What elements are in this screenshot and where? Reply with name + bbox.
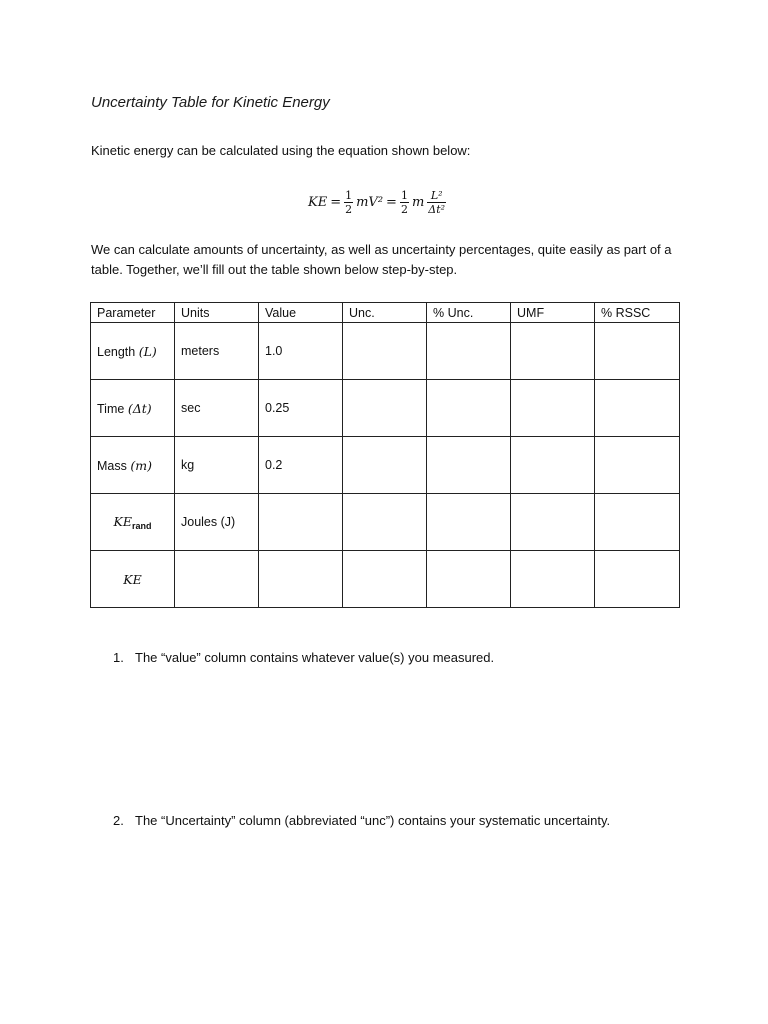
cell-percent-rssc [595, 494, 680, 551]
cell-umf [511, 551, 595, 608]
param-symbol: (L) [138, 343, 157, 359]
cell-units: kg [175, 437, 259, 494]
table-row [91, 437, 680, 494]
eq-fraction-l2-dt2 [427, 189, 446, 216]
eq-lhs: KE [308, 194, 328, 210]
cell-value: 0.2 [259, 437, 343, 494]
table-header-row [91, 303, 680, 323]
param-symbol: (Δt) [127, 400, 152, 416]
param-subscript: rand [131, 520, 152, 531]
param-symbol: KE [123, 571, 142, 587]
eq-term-mv2: mV² [356, 194, 384, 210]
instructions-paragraph: We can calculate amounts of uncertainty, as well as uncertainty percentages, quite easily as part of a table. Together, we’ll fill out the table shown below step-by-step. [91, 242, 672, 277]
param-label: Time [97, 401, 125, 416]
cell-percent-rssc [595, 323, 680, 380]
eq-equals-2: = [386, 194, 397, 210]
cell-units: sec [175, 380, 259, 437]
header-percent-rssc: % RSSC [595, 303, 680, 323]
cell-parameter [91, 380, 175, 437]
cell-units: Joules (J) [175, 494, 259, 551]
cell-parameter [91, 494, 175, 551]
cell-unc [343, 380, 427, 437]
frac-denominator: 2 [400, 202, 408, 216]
list-item [113, 813, 673, 831]
cell-value [259, 551, 343, 608]
cell-umf [511, 437, 595, 494]
eq-fraction-half-2 [400, 189, 409, 216]
cell-value: 0.25 [259, 380, 343, 437]
cell-value [259, 494, 343, 551]
frac-numerator: 1 [400, 188, 408, 202]
header-unc: Unc. [343, 303, 427, 323]
param-label: Length [97, 344, 136, 359]
cell-parameter [91, 551, 175, 608]
header-value: Value [259, 303, 343, 323]
table-row [91, 551, 680, 608]
cell-percent-unc [427, 551, 511, 608]
cell-parameter [91, 323, 175, 380]
frac-denominator: 2 [345, 202, 353, 216]
cell-percent-rssc [595, 380, 680, 437]
frac-numerator: 1 [345, 188, 353, 202]
frac-denominator: Δt² [428, 202, 446, 216]
cell-unc [343, 551, 427, 608]
header-umf: UMF [511, 303, 595, 323]
table-row [91, 494, 680, 551]
table-row [91, 380, 680, 437]
header-percent-unc: % Unc. [427, 303, 511, 323]
page-title: Uncertainty Table for Kinetic Energy [91, 94, 330, 111]
cell-unc [343, 323, 427, 380]
cell-percent-unc [427, 437, 511, 494]
cell-percent-rssc [595, 551, 680, 608]
frac-numerator: L² [430, 188, 443, 202]
cell-umf [511, 494, 595, 551]
list-text: The “value” column contains whatever value(s) you measured. [135, 650, 495, 665]
list-text: The “Uncertainty” column (abbreviated “unc”) contains your systematic uncertainty. [135, 813, 611, 828]
param-label: Mass [97, 458, 127, 473]
cell-percent-unc [427, 380, 511, 437]
cell-parameter [91, 437, 175, 494]
cell-unc [343, 494, 427, 551]
cell-umf [511, 380, 595, 437]
table-row [91, 323, 680, 380]
header-units: Units [175, 303, 259, 323]
cell-umf [511, 323, 595, 380]
param-symbol: (m) [130, 457, 152, 473]
param-symbol: KE [113, 513, 132, 529]
cell-unc [343, 437, 427, 494]
kinetic-energy-equation [308, 182, 478, 222]
eq-equals-1: = [330, 194, 342, 210]
eq-fraction-half-1 [344, 189, 353, 216]
list-item [113, 650, 673, 668]
cell-percent-unc [427, 323, 511, 380]
cell-units [175, 551, 259, 608]
cell-percent-rssc [595, 437, 680, 494]
cell-value: 1.0 [259, 323, 343, 380]
uncertainty-table [90, 302, 680, 608]
cell-percent-unc [427, 494, 511, 551]
intro-text: Kinetic energy can be calculated using the equation shown below: [91, 143, 471, 158]
eq-term-m: m [411, 194, 425, 210]
list-number: 1. [113, 650, 124, 665]
list-number: 2. [113, 813, 124, 828]
header-parameter: Parameter [91, 303, 175, 323]
cell-units: meters [175, 323, 259, 380]
